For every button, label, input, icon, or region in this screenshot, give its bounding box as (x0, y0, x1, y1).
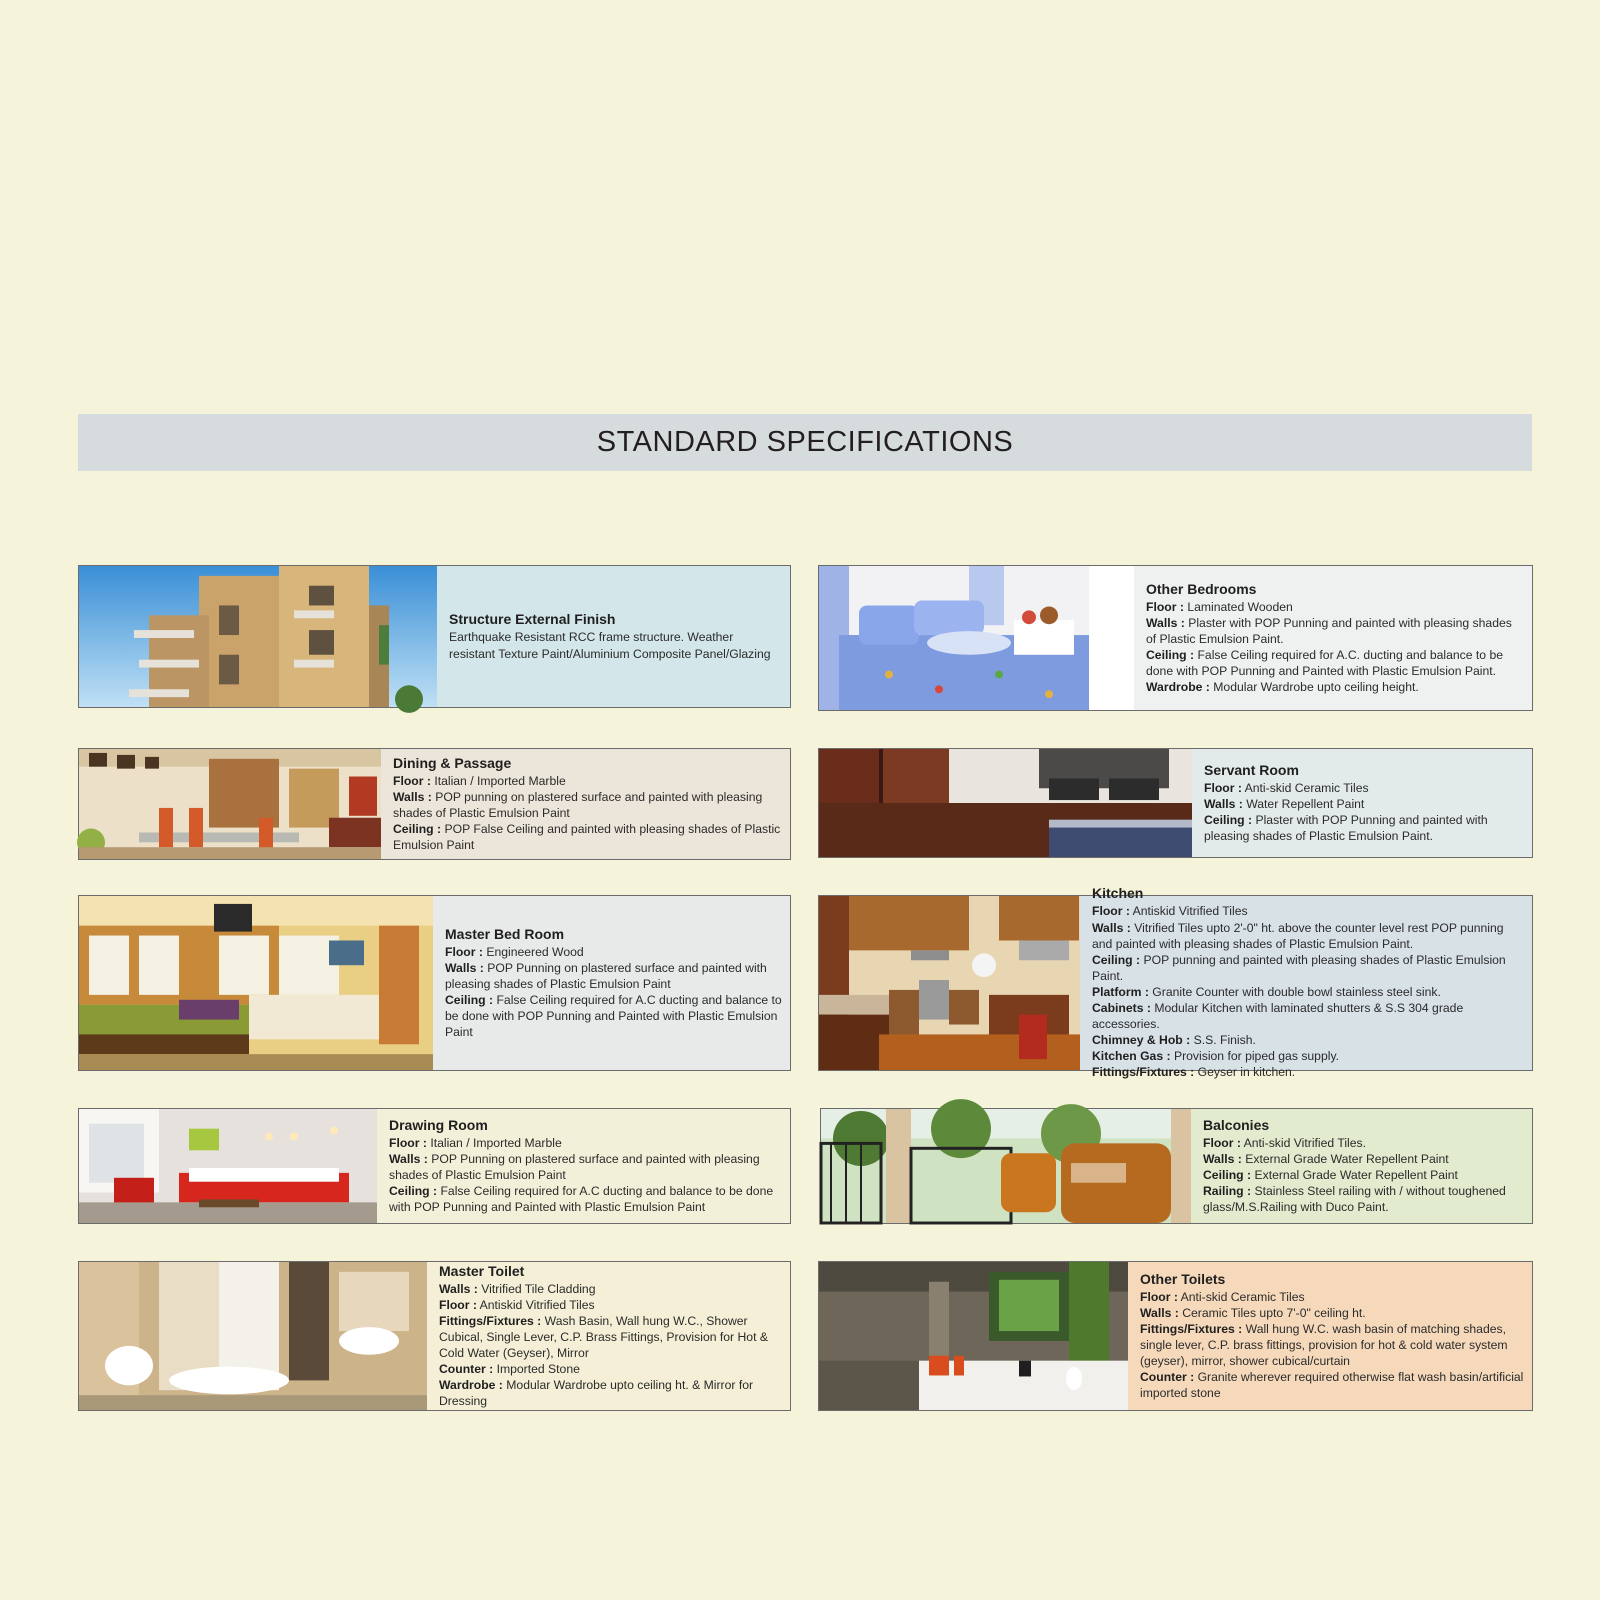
building-photo (79, 566, 437, 707)
spec-value: Antiskid Vitrified Tiles (1132, 904, 1248, 919)
spec-line (1204, 780, 1524, 796)
spec-value: Wall hung W.C. wash basin of matching shades, single lever, C.P. brass fittings, provision for hot & cold water system (geyser), mirror, shower cubical/curtain (1140, 1321, 1508, 1369)
spec-line (1092, 920, 1524, 952)
spec-label: Wardrobe : (1146, 680, 1210, 695)
spec-label: Walls : (1092, 920, 1131, 935)
spec-label: Fittings/Fixtures : (439, 1313, 542, 1328)
spec-line (1092, 1032, 1524, 1048)
spec-label: Fittings/Fixtures : (1140, 1321, 1243, 1336)
card-master-bed (78, 895, 791, 1071)
spec-label: Floor : (393, 773, 431, 788)
spec-label: Walls : (445, 960, 484, 975)
spec-value: Geyser in kitchen. (1197, 1065, 1296, 1080)
card-balconies (820, 1108, 1533, 1224)
card-kitchen (818, 885, 1533, 1080)
card-text (427, 1262, 790, 1410)
spec-value: Plaster with POP Punning and painted with pleasing shades of Plastic Emulsion Paint. (1204, 813, 1488, 844)
spec-line (439, 1297, 782, 1313)
card-text (1192, 749, 1532, 857)
spec-line (1092, 903, 1524, 919)
spec-label: Cabinets : (1092, 1001, 1151, 1016)
card-drawing (78, 1108, 791, 1224)
spec-line (1092, 952, 1524, 984)
spec-line (1203, 1167, 1524, 1183)
spec-value: Italian / Imported Marble (430, 1135, 562, 1150)
spec-label: Fittings/Fixtures : (1092, 1065, 1195, 1080)
spec-list (1203, 1135, 1524, 1215)
spec-value: Ceramic Tiles upto 7'-0" ceiling ht. (1182, 1305, 1366, 1320)
spec-label: Ceiling : (389, 1184, 438, 1199)
card-title: Master Bed Room (445, 925, 565, 942)
spec-label: Ceiling : (1146, 648, 1195, 662)
card-text (1080, 885, 1532, 1080)
spec-value: Plaster with POP Punning and painted with pleasing shades of Plastic Emulsion Paint. (1146, 615, 1512, 646)
spec-line (1204, 812, 1524, 844)
spec-value: Granite wherever required otherwise flat wash basin/artificial imported stone (1140, 1370, 1524, 1401)
spec-list (393, 773, 782, 853)
spec-value: Modular Wardrobe upto ceiling ht. & Mirror for Dressing (439, 1378, 754, 1409)
spec-value: Italian / Imported Marble (434, 773, 566, 788)
spec-value: POP False Ceiling and painted with pleasing shades of Plastic Emulsion Paint (393, 822, 781, 853)
spec-value: Modular Kitchen with laminated shutters & S.S 304 grade accessories. (1092, 1001, 1464, 1032)
spec-label: Floor : (445, 944, 483, 959)
card-master-toilet (78, 1261, 791, 1411)
spec-line (1140, 1289, 1524, 1305)
master-bedroom-photo (79, 896, 433, 1070)
spec-value: Engineered Wood (486, 944, 584, 959)
card-title: Servant Room (1204, 761, 1299, 778)
spec-label: Wardrobe : (439, 1378, 503, 1393)
card-dining (78, 748, 791, 860)
other-toilets-photo (819, 1262, 1128, 1410)
spec-line (1203, 1151, 1524, 1167)
spec-value: Anti-skid Ceramic Tiles (1180, 1289, 1305, 1304)
spec-label: Floor : (1203, 1135, 1241, 1150)
spec-label: Walls : (1204, 796, 1243, 811)
spec-line (439, 1313, 782, 1361)
spec-list (1204, 780, 1524, 844)
spec-value: Vitrified Tile Cladding (481, 1281, 596, 1296)
spec-value: Granite Counter with double bowl stainless steel sink. (1152, 984, 1441, 999)
spec-value: POP punning on plastered surface and painted with pleasing shades of Plastic Emulsion Paint (393, 789, 763, 820)
spec-label: Floor : (1204, 780, 1242, 795)
card-servant (818, 748, 1533, 858)
spec-label: Railing : (1203, 1184, 1252, 1199)
spec-line (389, 1183, 782, 1215)
card-title: Structure External Finish (449, 611, 616, 628)
spec-label: Kitchen Gas : (1092, 1049, 1171, 1064)
spec-line (445, 944, 782, 960)
spec-list (389, 1135, 782, 1215)
spec-value: False Ceiling required for A.C ducting and balance to be done with POP Punning and Painted with Plastic Emulsion Paint (445, 993, 782, 1040)
spec-label: Walls : (1140, 1305, 1179, 1320)
spec-line (1146, 599, 1524, 615)
spec-line (439, 1377, 782, 1409)
spec-value: Anti-skid Vitrified Tiles. (1243, 1135, 1367, 1150)
spec-line (445, 992, 782, 1040)
card-text (437, 566, 790, 707)
spec-value: Water Repellent Paint (1246, 796, 1365, 811)
spec-value: False Ceiling required for A.C. ducting and balance to be done with POP Punning and Painted with Plastic Emulsion Paint. (1146, 648, 1504, 679)
bedroom-photo (819, 566, 1134, 710)
spec-line (1140, 1369, 1524, 1401)
card-text (1191, 1109, 1532, 1223)
kitchen-photo (819, 896, 1080, 1070)
spec-label: Ceiling : (1203, 1167, 1252, 1182)
spec-label: Counter : (439, 1362, 494, 1377)
spec-line (1140, 1305, 1524, 1321)
spec-value: Anti-skid Ceramic Tiles (1244, 780, 1369, 795)
title-banner (78, 414, 1532, 471)
balcony-photo (821, 1109, 1191, 1223)
spec-label: Floor : (1146, 599, 1184, 614)
spec-label: Floor : (1092, 904, 1130, 919)
spec-list (1092, 903, 1524, 1080)
spec-value: Modular Wardrobe upto ceiling height. (1213, 680, 1419, 695)
spec-line (1203, 1135, 1524, 1151)
spec-line (1092, 984, 1524, 1000)
spec-line (1092, 1064, 1524, 1080)
card-other-bedrooms (818, 565, 1533, 711)
spec-line (1092, 1000, 1524, 1032)
page-title: STANDARD SPECIFICATIONS (596, 426, 1014, 458)
spec-value: S.S. Finish. (1193, 1033, 1256, 1048)
spec-label: Walls : (439, 1281, 478, 1296)
spec-line (389, 1135, 782, 1151)
spec-line (1146, 615, 1524, 647)
spec-value: Stainless Steel railing with / without toughened glass/M.S.Railing with Duco Paint. (1203, 1184, 1506, 1215)
spec-label: Floor : (389, 1135, 427, 1150)
card-title: Other Toilets (1140, 1270, 1226, 1287)
card-description: Earthquake Resistant RCC frame structure. Weather resistant Texture Paint/Aluminium Composite Panel/Glazing (449, 630, 771, 661)
spec-label: Counter : (1140, 1370, 1195, 1385)
spec-line (393, 821, 782, 853)
spec-line (445, 960, 782, 992)
spec-label: Ceiling : (393, 822, 442, 837)
spec-value: External Grade Water Repellent Paint (1245, 1151, 1449, 1166)
spec-label: Walls : (1203, 1151, 1242, 1166)
spec-list (1146, 599, 1524, 696)
spec-value: Vitrified Tiles upto 2'-0" ht. above the counter level rest POP punning and painted with pleasing shades of Plastic Emulsion Paint. (1092, 920, 1504, 951)
spec-list (1140, 1289, 1524, 1402)
card-text (1134, 566, 1532, 710)
spec-line (1092, 1048, 1524, 1064)
spec-line (389, 1151, 782, 1183)
spec-line (439, 1281, 782, 1297)
spec-line (1203, 1183, 1524, 1215)
spec-line (393, 789, 782, 821)
spec-line (1146, 679, 1524, 695)
spec-label: Ceiling : (1092, 952, 1141, 967)
card-structure (78, 565, 791, 708)
dining-photo (79, 749, 381, 859)
spec-label: Ceiling : (1204, 813, 1253, 827)
spec-value: POP Punning on plastered surface and painted with pleasing shades of Plastic Emulsion Paint (389, 1151, 760, 1182)
spec-value: Antiskid Vitrified Tiles (479, 1297, 595, 1312)
spec-label: Walls : (1146, 615, 1185, 630)
servant-room-photo (819, 749, 1192, 857)
spec-label: Walls : (389, 1151, 428, 1166)
spec-label: Floor : (1140, 1289, 1178, 1304)
card-text (377, 1109, 790, 1223)
card-title: Dining & Passage (393, 754, 512, 771)
spec-label: Floor : (439, 1297, 477, 1312)
spec-label: Chimney & Hob : (1092, 1033, 1191, 1048)
spec-value: Imported Stone (496, 1362, 580, 1377)
drawing-room-photo (79, 1109, 377, 1223)
spec-line (1146, 647, 1524, 679)
spec-list (439, 1281, 782, 1410)
spec-label: Ceiling : (445, 993, 494, 1007)
spec-label: Walls : (393, 789, 432, 804)
card-title: Other Bedrooms (1146, 580, 1257, 597)
master-toilet-photo (79, 1262, 427, 1410)
spec-value: Laminated Wooden (1187, 599, 1293, 614)
card-title: Balconies (1203, 1116, 1270, 1133)
spec-line (1140, 1321, 1524, 1369)
spec-value: POP Punning on plastered surface and painted with pleasing shades of Plastic Emulsion Paint (445, 960, 767, 991)
card-title: Master Toilet (439, 1262, 525, 1279)
spec-value: Provision for piped gas supply. (1173, 1049, 1340, 1064)
spec-list (445, 944, 782, 1041)
card-other-toilets (818, 1261, 1533, 1411)
spec-line (393, 773, 782, 789)
spec-value: False Ceiling required for A.C ducting and balance to be done with POP Punning and Painted with Plastic Emulsion Paint (389, 1184, 774, 1215)
card-text (381, 749, 790, 859)
spec-line (439, 1361, 782, 1377)
spec-value: External Grade Water Repellent Paint (1254, 1167, 1458, 1182)
spec-value: POP punning and painted with pleasing shades of Plastic Emulsion Paint. (1092, 952, 1506, 983)
card-title: Kitchen (1092, 885, 1144, 902)
spec-value: Wash Basin, Wall hung W.C., Shower Cubical, Single Lever, C.P. Brass Fittings, Provision for Hot & Cold Water (Geyser), Mirror (439, 1313, 768, 1360)
card-text (1128, 1262, 1532, 1410)
spec-label: Platform : (1092, 984, 1149, 999)
card-text (433, 896, 790, 1070)
spec-line (1204, 796, 1524, 812)
card-title: Drawing Room (389, 1116, 488, 1133)
